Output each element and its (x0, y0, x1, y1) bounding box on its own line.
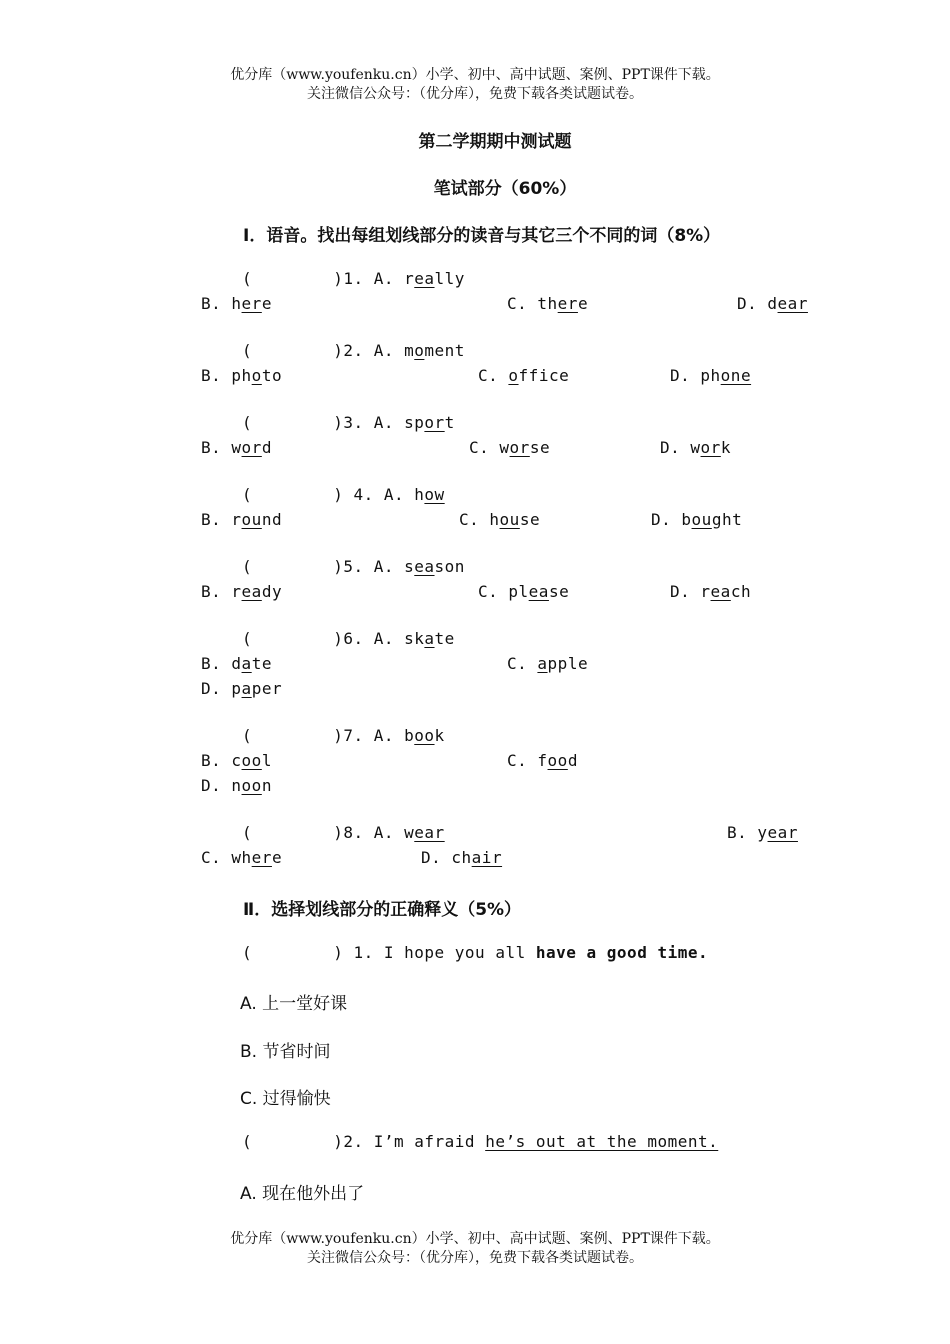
q5-option-b: B. ready (201, 582, 283, 601)
q8-option-d: D. chair (421, 848, 503, 867)
q8-option-b: B. year (727, 823, 798, 842)
q4-option-b: B. round (201, 510, 283, 529)
s2-q1-option-b: B. 节省时间 (240, 1042, 331, 1062)
section1-heading: Ⅰ．语音。找出每组划线部分的读音与其它三个不同的词（8%） (243, 226, 721, 246)
q8-option-c: C. where (201, 848, 283, 867)
q4-option-d: D. bought (651, 510, 743, 529)
q4-line-a: ( ) 4. A. how (242, 485, 445, 504)
q6-option-d: D. paper (201, 679, 283, 698)
q3-option-b: B. word (201, 438, 272, 457)
q2-line-a: ( )2. A. moment (242, 341, 465, 360)
q3-option-d: D. work (660, 438, 731, 457)
q7-line-a: ( )7. A. book (242, 726, 445, 745)
header-line-1: 优分库（www.youfenku.cn）小学、初中、高中试题、案例、PPT课件下载。 (230, 67, 720, 83)
q7-option-c: C. food (507, 751, 578, 770)
q3-line-a: ( )3. A. sport (242, 413, 455, 432)
header-line-2: 关注微信公众号：（优分库），免费下载各类试题试卷。 (307, 86, 643, 102)
s2-q1-option-c: C. 过得愉快 (240, 1089, 331, 1109)
page-title: 第二学期期中测试题 (418, 132, 572, 152)
s2-q1-option-a: A. 上一堂好课 (240, 994, 348, 1014)
q4-option-c: C. house (459, 510, 541, 529)
q5-line-a: ( )5. A. season (242, 557, 465, 576)
q7-option-b: B. cool (201, 751, 272, 770)
footer-line-1: 优分库（www.youfenku.cn）小学、初中、高中试题、案例、PPT课件下载。 (230, 1231, 720, 1247)
q6-option-c: C. apple (507, 654, 589, 673)
page-subtitle: 笔试部分（60%） (433, 179, 577, 199)
q7-option-d: D. noon (201, 776, 272, 795)
q6-option-b: B. date (201, 654, 272, 673)
q2-option-d: D. phone (670, 366, 752, 385)
q8-line-a: ( )8. A. wear (242, 823, 445, 842)
section2-heading: Ⅱ．选择划线部分的正确释义（5%） (243, 900, 522, 920)
footer-line-2: 关注微信公众号：（优分库），免费下载各类试题试卷。 (307, 1250, 643, 1266)
q5-option-d: D. reach (670, 582, 752, 601)
q6-line-a: ( )6. A. skate (242, 629, 455, 648)
q2-option-c: C. office (478, 366, 570, 385)
s2-q2-line: ( )2. I’m afraid he’s out at the moment. (242, 1132, 719, 1151)
q5-option-c: C. please (478, 582, 570, 601)
q1-option-d: D. dear (737, 294, 808, 313)
q2-option-b: B. photo (201, 366, 283, 385)
q1-option-b: B. here (201, 294, 272, 313)
q1-line-a: ( )1. A. really (242, 269, 465, 288)
q3-option-c: C. worse (469, 438, 551, 457)
q1-option-c: C. there (507, 294, 589, 313)
s2-q2-option-a: A. 现在他外出了 (240, 1184, 365, 1204)
s2-q1-line: ( ) 1. I hope you all have a good time. (242, 943, 709, 962)
